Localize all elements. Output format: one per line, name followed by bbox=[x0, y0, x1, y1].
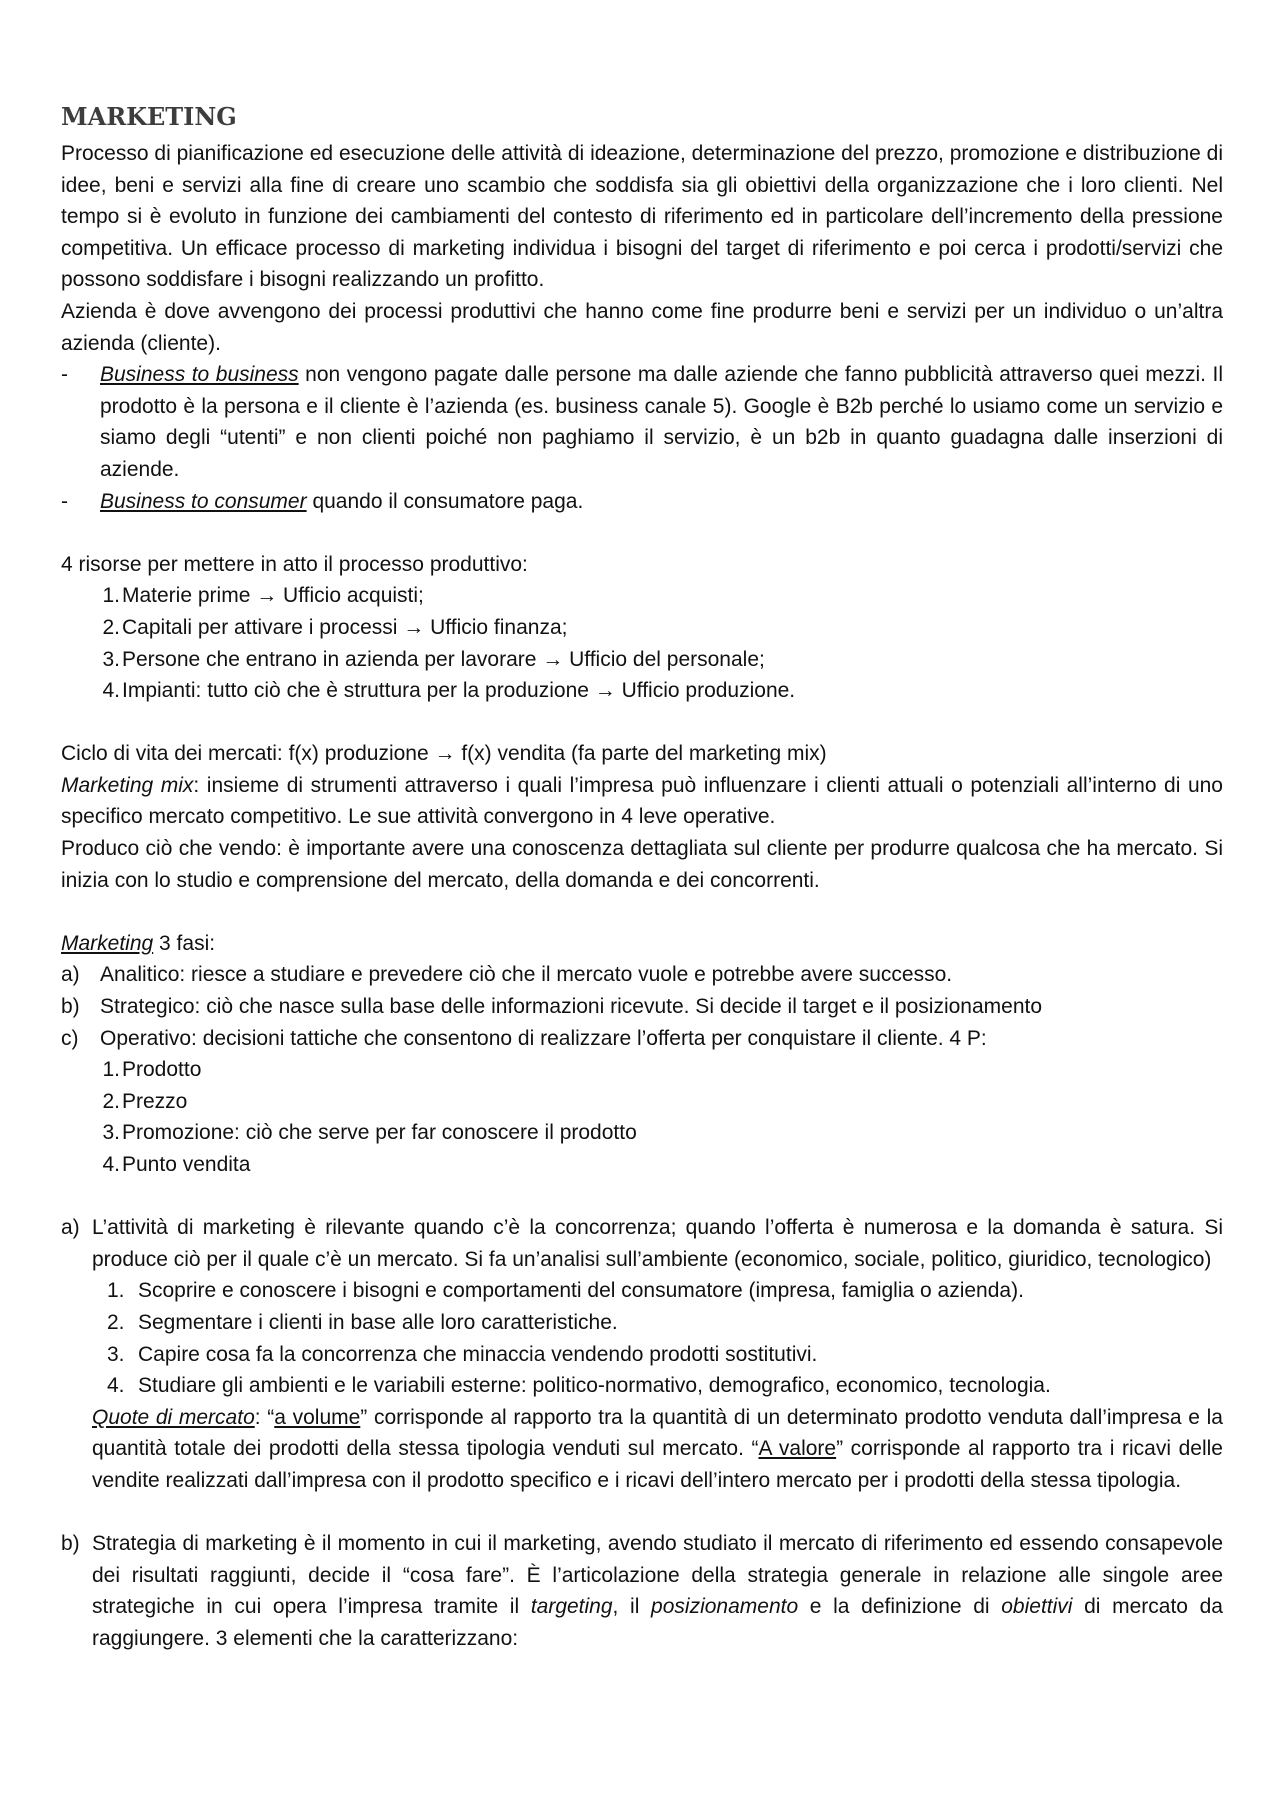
list-item: 1. Materie prime → Ufficio acquisti; bbox=[102, 584, 424, 608]
intro-paragraph: Processo di pianificazione ed esecuzione delle attività di ideazione, determinazione del prezzo, promozione e distribuzione di idee, beni e servizi alla fine di creare uno scambio che soddisfa sia gli obiettivi della organizzazione che i loro clienti. Nel tempo si è evoluto in funzione dei cambiamenti del contesto di riferimento ed in particolare dell’incremento della pressione competitiva. Un efficace processo di marketing individua i bisogni del target di riferimento e poi cerca i prodotti/servizi che possono soddisfare i bisogni realizzando un profitto. bbox=[61, 142, 1223, 292]
list-item: a) Analitico: riesce a studiare e prevedere ciò che il mercato vuole e potrebbe avere successo. bbox=[61, 963, 953, 987]
list-item: 2. Capitali per attivare i processi → Ufficio finanza; bbox=[102, 615, 568, 639]
list-item: 3. Persone che entrano in azienda per lavorare → Ufficio del personale; bbox=[102, 647, 765, 671]
business-list bbox=[61, 359, 1223, 517]
fasi-list bbox=[61, 959, 1223, 1054]
marketing-mix-term: Marketing mix bbox=[61, 773, 194, 797]
risorse-list bbox=[61, 580, 1223, 706]
page-title: MARKETING bbox=[61, 102, 237, 131]
azienda-paragraph: Azienda è dove avvengono dei processi produttivi che hanno come fine produrre beni e servizi per un individuo o un’altra azienda (cliente). bbox=[61, 299, 1223, 355]
b2c-term: Business to consumer bbox=[100, 489, 307, 513]
list-item: 4. Punto vendita bbox=[102, 1153, 251, 1176]
marketing-mix-paragraph: Marketing mix: insieme di strumenti attraverso i quali l’impresa può influenzare i clienti attuali o potenziali all’interno di uno specifico mercato competitivo. Le sue attività convergono in 4 leve operative. bbox=[61, 773, 1223, 829]
a-volume-term: a volume bbox=[274, 1405, 361, 1429]
quote-term: Quote di mercato bbox=[92, 1405, 255, 1429]
four-p-list bbox=[61, 1054, 1223, 1180]
a-valore-term: A valore bbox=[758, 1437, 837, 1461]
ciclo-line: Ciclo di vita dei mercati: f(x) produzione → f(x) vendita (fa parte del marketing mix) bbox=[61, 742, 827, 766]
list-item: b) Strategico: ciò che nasce sulla base delle informazioni ricevute. Si decide il target e il posizionamento bbox=[61, 995, 1043, 1019]
section-a-list bbox=[61, 1275, 1223, 1401]
produco-paragraph: Produco ciò che vendo: è importante avere una conoscenza dettagliata sul cliente per produrre qualcosa che ha mercato. Si inizia con lo studio e comprensione del mercato, della domanda e dei concorrenti. bbox=[61, 837, 1223, 892]
document-page bbox=[61, 96, 1223, 1655]
list-item: 3. Capire cosa fa la concorrenza che minaccia vendendo prodotti sostitutivi. bbox=[107, 1342, 818, 1366]
list-item: c) Operativo: decisioni tattiche che consentono di realizzare l’offerta per conquistare il cliente. 4 P: bbox=[61, 1026, 987, 1050]
list-item: 1. Scoprire e conoscere i bisogni e comportamenti del consumatore (impresa, famiglia o azienda). bbox=[107, 1279, 1024, 1303]
list-item: 2. Segmentare i clienti in base alle loro caratteristiche. bbox=[107, 1310, 618, 1334]
list-item: 4. Impianti: tutto ciò che è struttura per la produzione → Ufficio produzione. bbox=[102, 679, 796, 703]
list-item: - Business to consumer quando il consumatore paga. bbox=[61, 489, 584, 513]
list-item: 2. Prezzo bbox=[102, 1089, 188, 1113]
b2b-term: Business to business bbox=[100, 363, 299, 387]
list-item: 3. Promozione: ciò che serve per far conoscere il prodotto bbox=[102, 1121, 637, 1145]
list-item: 4. Studiare gli ambienti e le variabili esterne: politico-normativo, demografico, economico, tecnologia. bbox=[107, 1374, 1051, 1398]
marketing-term: Marketing bbox=[61, 931, 154, 955]
list-item: - Business to business non vengono pagate dalle persone ma dalle aziende che fanno pubblicità attraverso quei mezzi. Il prodotto è la persona e il cliente è l’azienda (es. business canale 5). Google è B2b perché lo usiamo come un servizio e siamo degli “utenti” e non clienti poiché non paghiamo il servizio, è un b2b in quanto guadagna dalle inserzioni di aziende. bbox=[61, 363, 1224, 481]
section-a: a) L’attività di marketing è rilevante quando c’è la concorrenza; quando l’offerta è numerosa e la domanda è satura. Si produce ciò per il quale c’è un mercato. Si fa un’analisi sull’ambiente (economico, sociale, politico, giuridico, tecnologico) 1. Scoprire e conoscere i bisogni e comportamenti del consumatore (impresa, famiglia o azienda). 2. Segmentare i clienti in base alle loro caratteristiche. 3. Capire cosa fa la concorrenza che minaccia vendendo prodotti sostitutivi. 4. Studiare gli ambienti e le variabili esterne: politico-normativo, demografico, economico, tecnologia. Quote di mercato: “a volume” corrisponde al rapporto tra la quantità di un determinato prodotto venduta dall’impresa e la quantità totale dei prodotti della stessa tipologia venduti sul mercato. “A valore” corrisponde al rapporto tra i ricavi delle vendite realizzati dall’impresa con il prodotto specifico e i ricavi dell’intero mercato per i prodotti della stessa tipologia. bbox=[61, 1212, 1223, 1496]
list-item: 1. Prodotto bbox=[102, 1058, 202, 1082]
risorse-heading: 4 risorse per mettere in atto il processo produttivo: bbox=[61, 552, 528, 576]
section-b: b) Strategia di marketing è il momento in cui il marketing, avendo studiato il mercato di riferimento ed essendo consapevole dei risultati raggiunti, decide il “cosa fare”. È l’articolazione della strategia generale in relazione alle singole aree strategiche in cui opera l’impresa tramite il targeting, il posizionamento e la definizione di obiettivi di mercato da raggiungere. 3 elementi che la caratterizzano: bbox=[61, 1532, 1223, 1650]
quote-di-mercato-paragraph: Quote di mercato: “a volume” corrisponde al rapporto tra la quantità di un determinato prodotto venduta dall’impresa e la quantità totale dei prodotti della stessa tipologia venduti sul mercato. “A valore” corrisponde al rapporto tra i ricavi delle vendite realizzati dall’impresa con il prodotto specifico e i ricavi dell’intero mercato per i prodotti della stessa tipologia. bbox=[92, 1405, 1223, 1492]
fasi-heading: Marketing 3 fasi: bbox=[61, 931, 216, 955]
